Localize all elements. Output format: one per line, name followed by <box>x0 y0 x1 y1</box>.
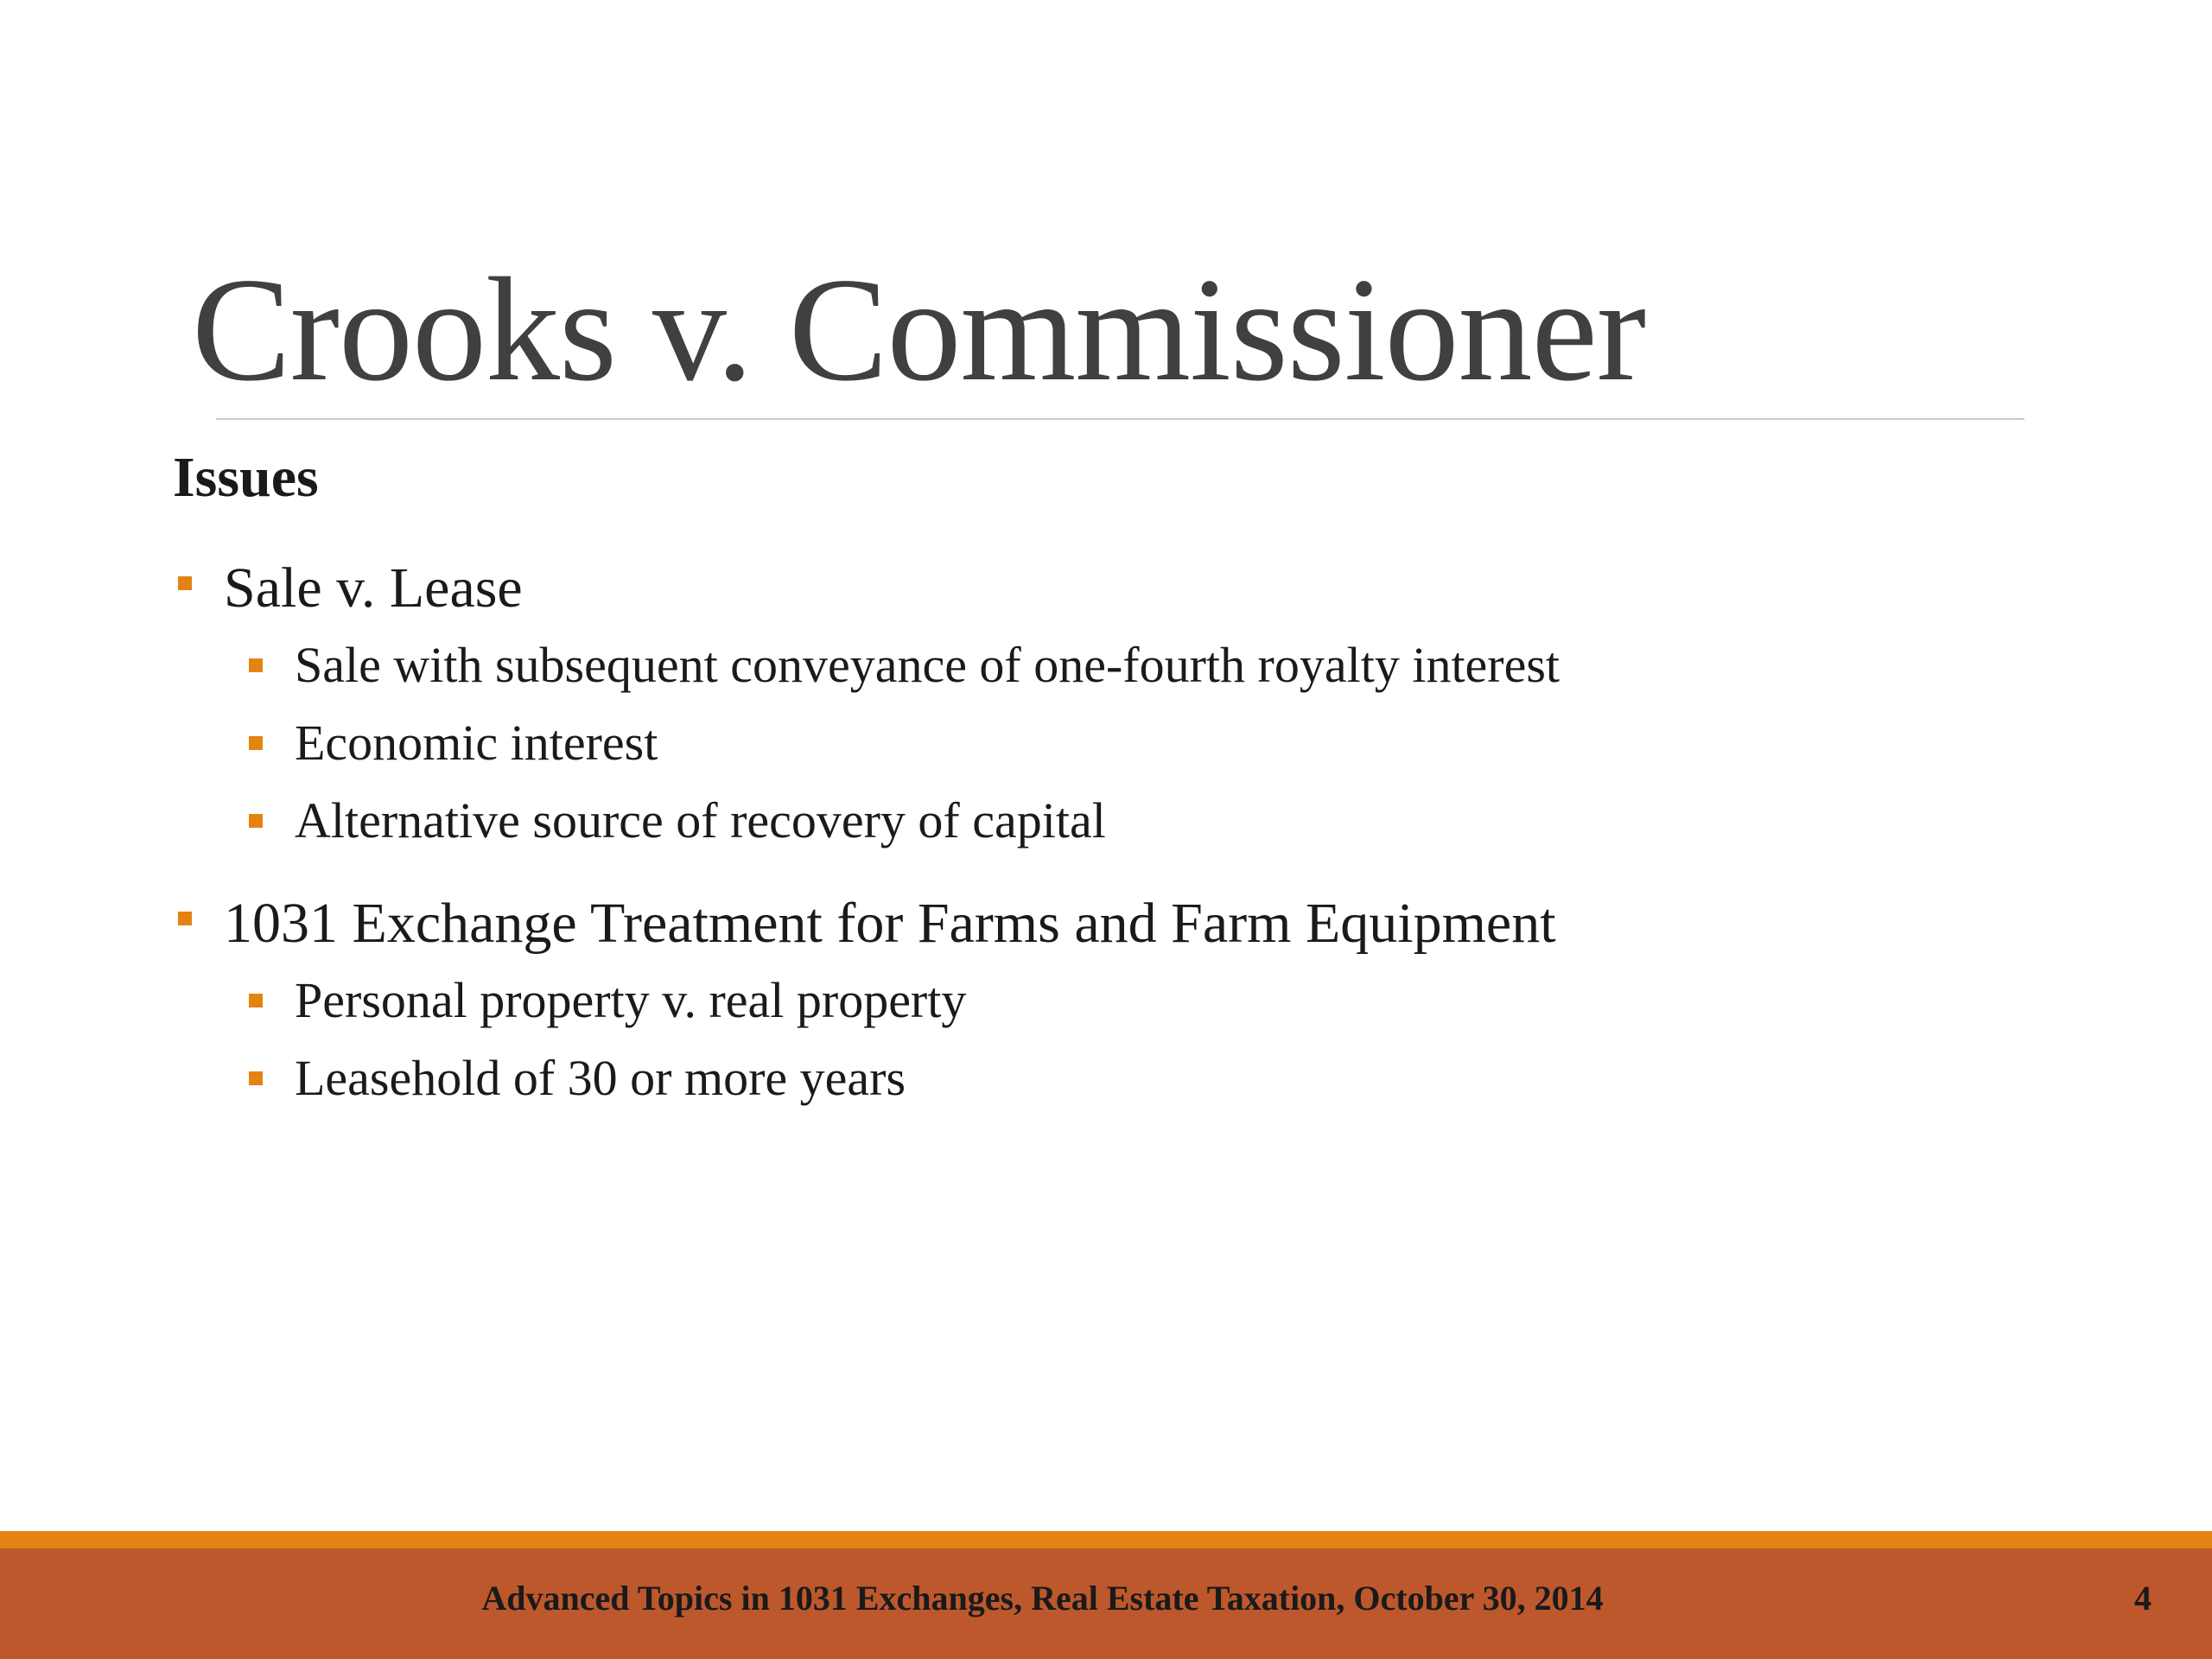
bullet-text: Sale v. Lease <box>224 556 523 620</box>
footer-text: Advanced Topics in 1031 Exchanges, Real Estate Taxation, October 30, 2014 <box>481 1579 1604 1618</box>
square-bullet-icon <box>249 736 263 750</box>
footer-accent-bar <box>0 1531 2212 1548</box>
bullet-item <box>173 550 2074 626</box>
square-bullet-icon <box>178 912 192 925</box>
square-bullet-icon <box>249 814 263 828</box>
sub-bullet-text: Economic interest <box>295 715 658 771</box>
footer-bar <box>0 1548 2212 1659</box>
title-divider <box>216 418 2024 420</box>
section-heading: Issues <box>173 446 319 509</box>
square-bullet-icon <box>178 576 192 590</box>
bullet-list <box>173 550 2074 1117</box>
sub-bullet-text: Leasehold of 30 or more years <box>295 1050 906 1106</box>
sub-bullet-item <box>173 1039 2074 1117</box>
square-bullet-icon <box>249 658 263 672</box>
square-bullet-icon <box>249 994 263 1007</box>
sub-bullet-text: Sale with subsequent conveyance of one-fourth royalty interest <box>295 637 1560 693</box>
bullet-item <box>173 886 2074 962</box>
page-number: 4 <box>2134 1579 2152 1618</box>
sub-bullet-text: Alternative source of recovery of capital <box>295 792 1106 849</box>
bullet-text: 1031 Exchange Treatment for Farms and Farm Equipment <box>224 892 1556 955</box>
sub-bullet-text: Personal property v. real property <box>295 972 967 1028</box>
sub-bullet-item <box>173 962 2074 1039</box>
sub-bullet-item <box>173 704 2074 782</box>
sub-bullet-item <box>173 782 2074 860</box>
sub-bullet-item <box>173 626 2074 704</box>
square-bullet-icon <box>249 1071 263 1085</box>
slide-title: Crooks v. Commissioner <box>192 248 1646 412</box>
